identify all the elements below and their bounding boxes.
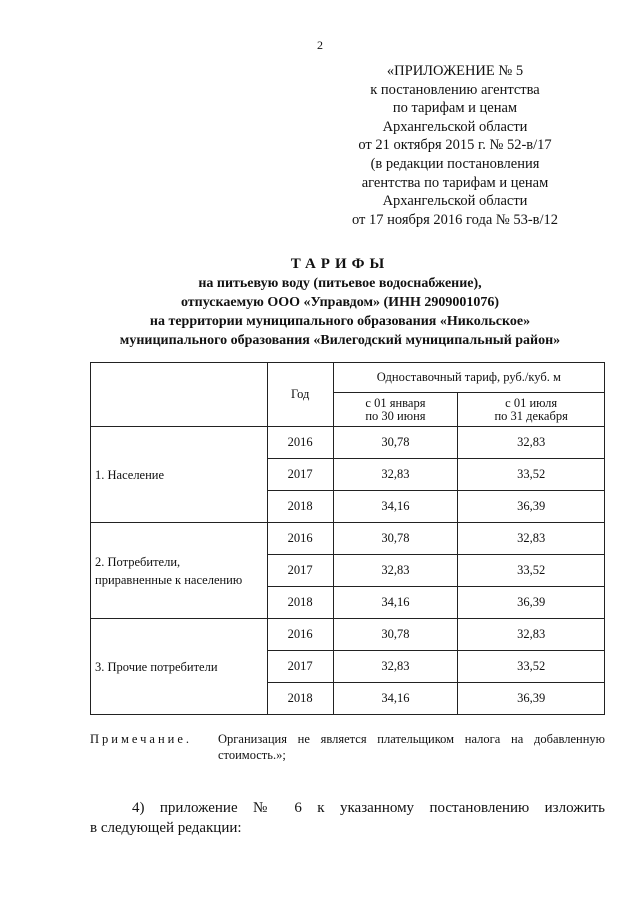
appendix-line: Архангельской области bbox=[382, 118, 528, 135]
tariff-second-half-cell: 32,83 bbox=[458, 523, 605, 555]
tariff-second-half-cell: 36,39 bbox=[458, 587, 605, 619]
tariff-table bbox=[90, 362, 605, 715]
category-cell bbox=[91, 523, 268, 619]
table-row bbox=[91, 619, 605, 651]
title-line: на территории муниципального образования «Никольское» bbox=[149, 314, 531, 329]
category-line1: 1. Население bbox=[95, 467, 165, 482]
tariff-first-half-cell: 32,83 bbox=[333, 459, 458, 491]
year-cell: 2016 bbox=[267, 619, 333, 651]
tariff-first-half-cell: 30,78 bbox=[333, 427, 458, 459]
year-cell: 2016 bbox=[267, 523, 333, 555]
header-second-half-line2: по 31 декабря bbox=[494, 408, 568, 423]
appendix-line: (в редакции постановления bbox=[370, 155, 540, 172]
tariff-second-half-cell: 36,39 bbox=[458, 683, 605, 715]
title-line: отпускаемую ООО «Управдом» (ИНН 2909001076) bbox=[180, 295, 500, 310]
note-label: Примечание. bbox=[90, 732, 193, 746]
tariff-first-half-cell: 32,83 bbox=[333, 555, 458, 587]
header-second-half-line1: с 01 июля bbox=[505, 395, 558, 410]
appendix-line: «ПРИЛОЖЕНИЕ № 5 bbox=[386, 63, 524, 79]
appendix-line: агентства по тарифам и ценам bbox=[361, 174, 549, 191]
appendix-line: к постановлению агентства bbox=[370, 81, 540, 98]
tariff-table-body bbox=[91, 427, 605, 715]
title-heading: ТАРИФЫ bbox=[290, 256, 390, 272]
table-row bbox=[91, 523, 605, 555]
tariff-second-half-cell: 36,39 bbox=[458, 491, 605, 523]
tariff-second-half-cell: 33,52 bbox=[458, 555, 605, 587]
year-cell: 2016 bbox=[267, 427, 333, 459]
category-line1: 3. Прочие потребители bbox=[95, 659, 218, 674]
tariff-second-half-cell: 33,52 bbox=[458, 651, 605, 683]
category-cell bbox=[91, 619, 268, 715]
header-tariff: Одноставочный тариф, руб./куб. м bbox=[333, 363, 604, 393]
year-cell: 2018 bbox=[267, 683, 333, 715]
year-cell: 2017 bbox=[267, 651, 333, 683]
document-title bbox=[60, 255, 620, 350]
page-number: 2 bbox=[317, 38, 323, 52]
tariff-second-half-cell: 32,83 bbox=[458, 619, 605, 651]
category-cell bbox=[91, 427, 268, 523]
note-text: Организация не является плательщиком налога на добавленную стоимость.»; bbox=[218, 732, 605, 762]
year-cell: 2018 bbox=[267, 587, 333, 619]
year-cell: 2018 bbox=[267, 491, 333, 523]
tariff-first-half-cell: 34,16 bbox=[333, 683, 458, 715]
category-line2: приравненные к населению bbox=[95, 572, 243, 587]
title-line: муниципального образования «Вилегодский муниципальный район» bbox=[119, 333, 561, 348]
header-empty-cell bbox=[91, 363, 268, 427]
header-first-half-line2: по 30 июня bbox=[365, 408, 426, 423]
appendix-line: от 21 октября 2015 г. № 52-в/17 bbox=[358, 137, 552, 154]
appendix-line: от 17 ноября 2016 года № 53-в/12 bbox=[351, 211, 559, 228]
appendix-line: по тарифам и ценам bbox=[392, 100, 518, 117]
table-row bbox=[91, 427, 605, 459]
title-line: на питьевую воду (питьевое водоснабжение), bbox=[198, 276, 482, 291]
tariff-second-half-cell: 32,83 bbox=[458, 427, 605, 459]
appendix-header bbox=[330, 62, 580, 229]
tariff-first-half-cell: 30,78 bbox=[333, 619, 458, 651]
header-second-half bbox=[458, 393, 605, 427]
point-line1: 4) приложение № 6 к указанному постановлению изложить bbox=[132, 800, 605, 816]
year-cell: 2017 bbox=[267, 459, 333, 491]
tariff-first-half-cell: 34,16 bbox=[333, 491, 458, 523]
point-line2: в следующей редакции: bbox=[90, 820, 242, 836]
header-first-half bbox=[333, 393, 458, 427]
appendix-line: Архангельской области bbox=[382, 193, 528, 210]
tariff-first-half-cell: 30,78 bbox=[333, 523, 458, 555]
point-paragraph bbox=[90, 798, 605, 838]
year-cell: 2017 bbox=[267, 555, 333, 587]
category-line1: 2. Потребители, bbox=[95, 554, 181, 569]
header-year: Год bbox=[267, 363, 333, 427]
tariff-first-half-cell: 32,83 bbox=[333, 651, 458, 683]
tariff-second-half-cell: 33,52 bbox=[458, 459, 605, 491]
header-first-half-line1: с 01 января bbox=[365, 395, 426, 410]
tariff-first-half-cell: 34,16 bbox=[333, 587, 458, 619]
